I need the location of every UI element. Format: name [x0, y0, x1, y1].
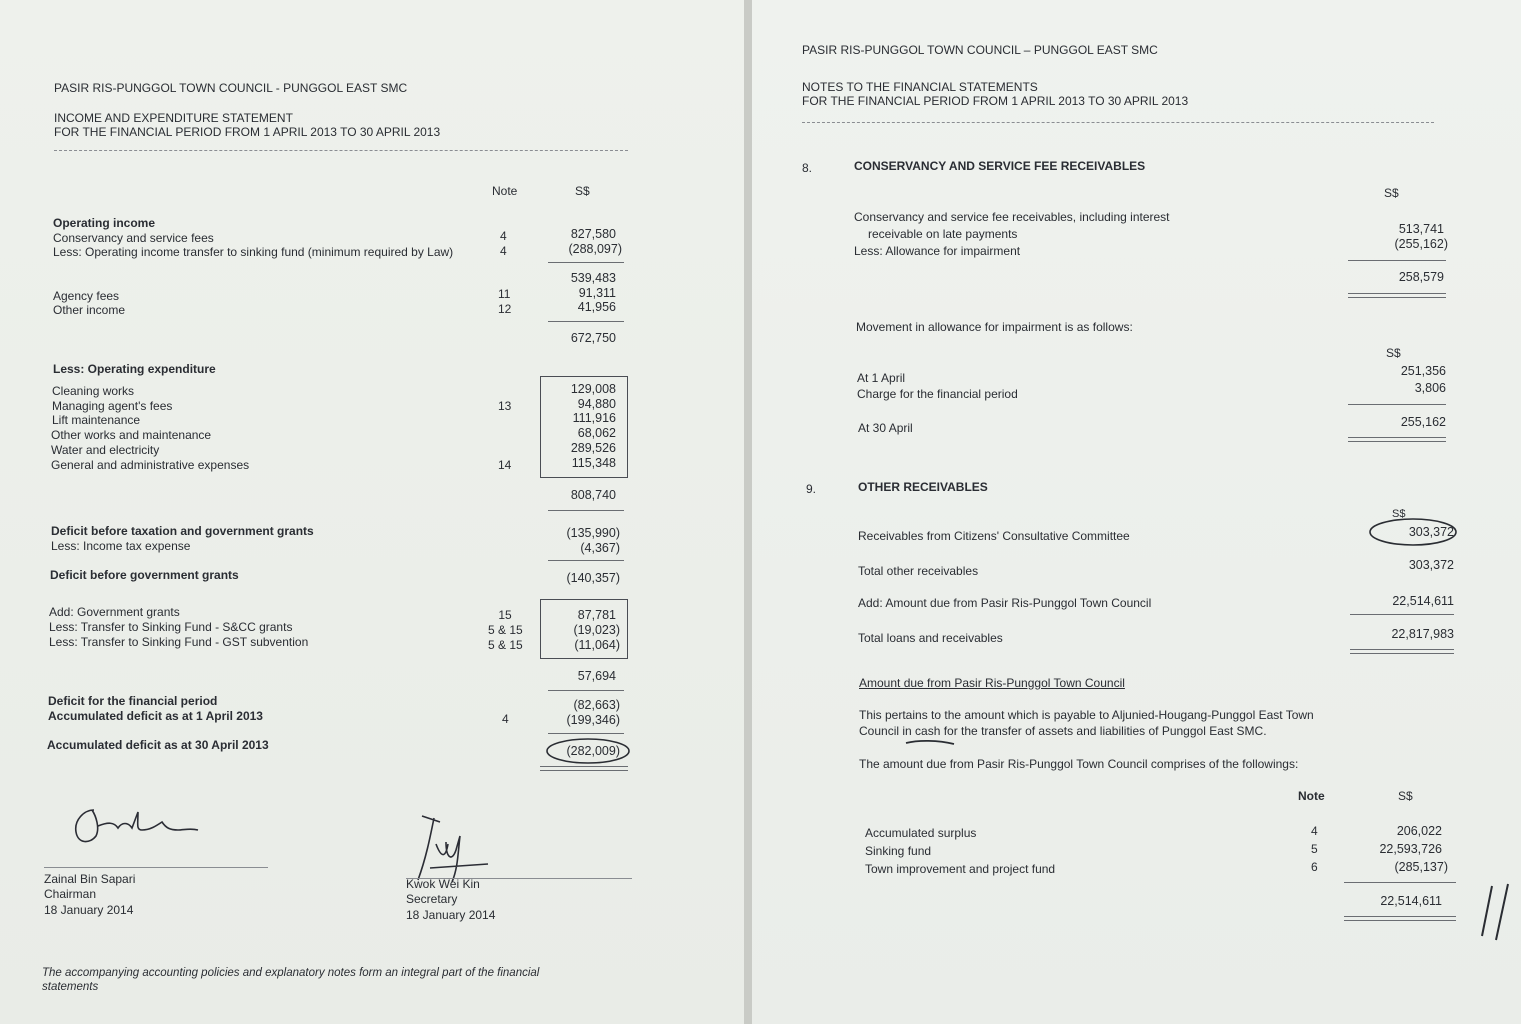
opex-row-label: Lift maintenance — [52, 413, 141, 427]
grant-row-label: Add: Government grants — [49, 605, 180, 619]
s9-col-amount-header: S$ — [1398, 789, 1413, 803]
s8-movement-text: Movement in allowance for impairment is as follows: — [856, 320, 1133, 334]
deficit-grants-value: (140,357) — [566, 571, 620, 585]
s8-receivables-label-line1: Conservancy and service fee receivables, including interest — [854, 210, 1170, 224]
s9-item-note: 6 — [1311, 860, 1318, 874]
s9-total-other-value: 303,372 — [1408, 558, 1454, 572]
grant-row-label: Less: Transfer to Sinking Fund - GST subvention — [49, 635, 309, 649]
opex-row-note: 14 — [498, 458, 512, 472]
s8-at1-value: 251,356 — [1400, 364, 1446, 378]
sig2-role: Secretary — [406, 892, 458, 906]
s9-items-rule — [1344, 882, 1456, 883]
opex-row-value: 289,526 — [570, 441, 616, 455]
s9-col-note-header: Note — [1298, 789, 1325, 803]
circled-highlight-icon — [1368, 517, 1458, 547]
conservancy-value: 827,580 — [570, 227, 616, 241]
income-tax-label: Less: Income tax expense — [51, 539, 191, 553]
s9-ccc-value: 303,372 — [1408, 525, 1454, 539]
section8-title: CONSERVANCY AND SERVICE FEE RECEIVABLES — [854, 159, 1146, 173]
income-tax-value: (4,367) — [580, 541, 620, 555]
notes-period: FOR THE FINANCIAL PERIOD FROM 1 APRIL 2013 TO 30 APRIL 2013 — [802, 94, 1189, 108]
s9-item-value: (285,137) — [1394, 860, 1448, 874]
header-rule — [802, 122, 1434, 123]
section9-title: OTHER RECEIVABLES — [858, 480, 988, 494]
s9-items-total: 22,514,611 — [1380, 894, 1442, 908]
s9-items-double-rule — [1344, 916, 1456, 921]
section8-col-header: S$ — [1384, 186, 1399, 200]
section9-col-header: S$ — [1392, 508, 1406, 520]
sinking-transfer-note: 4 — [500, 244, 507, 258]
chairman-signature-icon — [66, 800, 206, 850]
s9-item-label: Town improvement and project fund — [865, 862, 1056, 876]
s8-charge-label: Charge for the financial period — [857, 387, 1018, 401]
sinking-transfer-label: Less: Operating income transfer to sinking fund (minimum required by Law) — [53, 245, 454, 259]
sig2-name: Kwok Wei Kin — [406, 877, 480, 891]
grants-total: 57,694 — [577, 669, 616, 683]
notes-title: NOTES TO THE FINANCIAL STATEMENTS — [802, 80, 1038, 94]
section9-number: 9. — [806, 482, 817, 496]
grant-row-value: (19,023) — [573, 623, 620, 637]
notes-page — [752, 0, 1521, 1024]
s8-at30-value: 255,162 — [1400, 415, 1446, 429]
opex-total: 808,740 — [570, 488, 616, 502]
acc-deficit-open-value: (199,346) — [566, 713, 620, 727]
acc-deficit-open-label: Accumulated deficit as at 1 April 2013 — [48, 709, 263, 723]
s9-sub-heading: Amount due from Pasir Ris-Punggol Town Council — [859, 676, 1125, 690]
hand-underline-icon — [904, 738, 956, 748]
opex-row-value: 111,916 — [572, 411, 616, 425]
opex-row-value: 94,880 — [577, 397, 616, 411]
other-income-note: 12 — [498, 302, 512, 316]
conservancy-note: 4 — [500, 229, 507, 243]
col-note-header: Note — [492, 184, 518, 198]
s9-item-value: 22,593,726 — [1379, 842, 1442, 856]
sig1-name: Zainal Bin Sapari — [44, 872, 136, 886]
s9-due-rule — [1350, 614, 1454, 615]
opex-row-label: Other works and maintenance — [51, 428, 212, 442]
s8-movement-col-header: S$ — [1386, 346, 1401, 360]
deficit-period-value: (82,663) — [573, 698, 620, 712]
opex-total-rule — [548, 510, 624, 511]
s9-item-label: Sinking fund — [865, 844, 932, 858]
deficit-tax-label: Deficit before taxation and government grants — [51, 524, 314, 538]
s9-due-label: Add: Amount due from Pasir Ris-Punggol Town Council — [858, 596, 1152, 610]
acc-deficit-close-value: (282,009) — [566, 744, 620, 758]
s8-allowance-value: (255,162) — [1394, 237, 1448, 251]
conservancy-label: Conservancy and service fees — [53, 231, 214, 245]
s9-total-other-label: Total other receivables — [858, 564, 979, 578]
opex-heading: Less: Operating expenditure — [53, 362, 216, 376]
s9-item-value: 206,022 — [1396, 824, 1442, 838]
s9-item-note: 5 — [1311, 842, 1318, 856]
sig1-role: Chairman — [44, 887, 97, 901]
opex-row-label: Cleaning works — [52, 384, 135, 398]
deficit-grants-label: Deficit before government grants — [50, 568, 239, 582]
agency-fees-label: Agency fees — [53, 289, 120, 303]
other-income-value: 41,956 — [577, 300, 616, 314]
deficit-tax-value: (135,990) — [566, 526, 620, 540]
s8-allowance-label: Less: Allowance for impairment — [854, 244, 1021, 258]
opex-row-label: Managing agent's fees — [52, 399, 173, 413]
deficit-period-label: Deficit for the financial period — [48, 694, 218, 708]
agency-fees-value: 91,311 — [578, 286, 616, 300]
s8-receivables-value: 513,741 — [1398, 222, 1444, 236]
opex-row-value: 68,062 — [577, 426, 616, 440]
sig1-date: 18 January 2014 — [44, 903, 134, 917]
org-heading: PASIR RIS-PUNGGOL TOWN COUNCIL - PUNGGOL EAST SMC — [54, 81, 408, 95]
s9-total-loans-value: 22,817,983 — [1391, 627, 1454, 641]
s8-receivables-label-line2: receivable on late payments — [868, 227, 1018, 241]
sinking-transfer-value: (288,097) — [568, 242, 622, 256]
s8-net-rule — [1348, 260, 1446, 261]
col-amount-header: S$ — [575, 184, 590, 198]
page-gutter — [744, 0, 752, 1024]
header-rule — [54, 150, 628, 151]
opex-row-label: General and administrative expenses — [51, 458, 250, 472]
grant-row-label: Less: Transfer to Sinking Fund - S&CC grants — [49, 620, 293, 634]
footer-note-line1: The accompanying accounting policies and explanatory notes form an integral part of the financial — [42, 967, 540, 979]
income-total-rule — [548, 321, 624, 322]
hand-tick-marks-icon — [1478, 880, 1514, 944]
opex-row-note: 13 — [498, 399, 512, 413]
grant-row-note: 5 & 15 — [488, 638, 523, 652]
subtotal-rule — [548, 262, 624, 263]
s8-charge-value: 3,806 — [1414, 381, 1446, 395]
opex-row-value: 115,348 — [571, 456, 616, 470]
agency-fees-note: 11 — [498, 287, 511, 301]
opex-row-label: Water and electricity — [51, 443, 160, 457]
acc-deficit-open-note: 4 — [502, 712, 509, 726]
s9-paragraph-line1: This pertains to the amount which is payable to Aljunied-Hougang-Punggol East Town — [859, 708, 1314, 722]
s9-total-loans-label: Total loans and receivables — [858, 631, 1003, 645]
operating-income-heading: Operating income — [53, 216, 156, 230]
s8-net-value: 258,579 — [1398, 270, 1444, 284]
grant-row-note: 5 & 15 — [488, 623, 523, 637]
org-heading: PASIR RIS-PUNGGOL TOWN COUNCIL – PUNGGOL EAST SMC — [802, 43, 1158, 57]
s8-net-double-rule — [1348, 293, 1446, 298]
grant-row-note: 15 — [498, 608, 512, 622]
sig2-date: 18 January 2014 — [406, 908, 496, 922]
statement-title: INCOME AND EXPENDITURE STATEMENT — [54, 111, 293, 125]
sig1-rule — [44, 867, 268, 868]
s9-comprises-text: The amount due from Pasir Ris-Punggol Town Council comprises of the followings: — [859, 757, 1299, 771]
s8-at30-double-rule — [1348, 437, 1446, 442]
s9-paragraph-line2: Council in cash for the transfer of assets and liabilities of Punggol East SMC. — [859, 724, 1267, 738]
subtotal-income: 539,483 — [570, 271, 616, 285]
circled-highlight-icon — [545, 736, 631, 766]
acc-deficit-close-label: Accumulated deficit as at 30 April 2013 — [47, 738, 269, 752]
section8-number: 8. — [802, 161, 813, 175]
s8-movement-rule — [1348, 404, 1446, 405]
footer-note-line2: statements — [42, 981, 99, 993]
grant-row-value: 87,781 — [577, 608, 616, 622]
s9-total-double-rule — [1350, 649, 1454, 654]
grants-total-rule — [548, 690, 624, 691]
final-double-rule — [540, 766, 628, 771]
s9-ccc-label: Receivables from Citizens' Consultative Committee — [858, 529, 1130, 543]
statement-period: FOR THE FINANCIAL PERIOD FROM 1 APRIL 2013 TO 30 APRIL 2013 — [54, 125, 441, 139]
tax-rule — [548, 560, 624, 561]
total-income: 672,750 — [570, 331, 616, 345]
income-expenditure-page — [0, 0, 744, 1024]
other-income-label: Other income — [53, 303, 126, 317]
s9-item-note: 4 — [1311, 824, 1318, 838]
grant-row-value: (11,064) — [574, 638, 620, 652]
s9-due-value: 22,514,611 — [1392, 594, 1454, 608]
s8-at30-label: At 30 April — [858, 421, 913, 435]
s8-at1-label: At 1 April — [857, 371, 906, 385]
s9-item-label: Accumulated surplus — [865, 826, 977, 840]
acc-deficit-rule — [548, 733, 624, 734]
opex-row-value: 129,008 — [570, 382, 616, 396]
secretary-signature-icon — [400, 808, 510, 888]
